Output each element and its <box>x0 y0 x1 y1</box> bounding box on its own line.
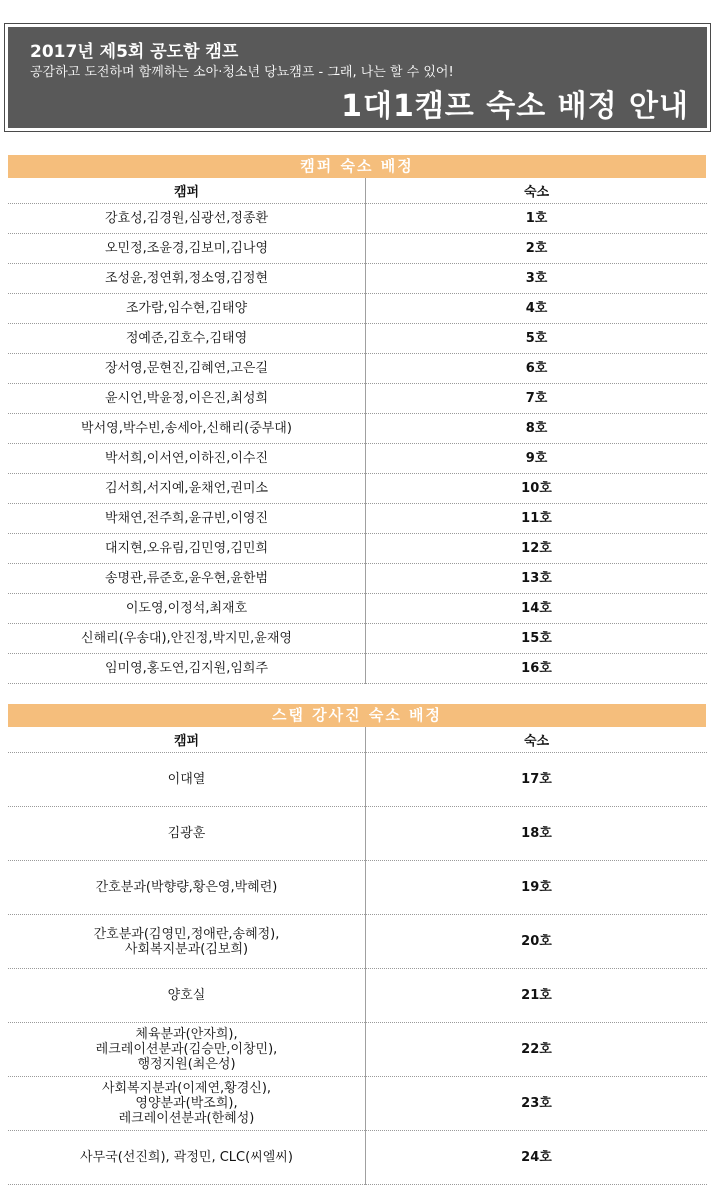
room-number-cell: 2호 <box>525 241 548 256</box>
room-number-cell: 4호 <box>525 301 548 316</box>
staff-name-line: 영양분과(박조희), <box>135 1096 238 1111</box>
staff-names-cell <box>8 1023 366 1077</box>
table-row <box>8 1023 707 1077</box>
camper-names-cell: 이도영,이정석,최재호 <box>8 594 366 624</box>
camper-names-cell: 박서영,박수빈,송세아,신해리(중부대) <box>8 414 366 444</box>
table-row <box>8 444 707 474</box>
staff-names-cell <box>8 1131 366 1185</box>
room-number-cell: 23호 <box>521 1096 552 1111</box>
camper-assignment-section <box>8 155 706 684</box>
staff-names-cell <box>8 1077 366 1131</box>
camper-names-cell: 강효성,김경원,심광선,정종환 <box>8 204 366 234</box>
camper-names-cell: 정예준,김호수,김태영 <box>8 324 366 354</box>
staff-room-table <box>8 727 707 1185</box>
room-number-cell: 14호 <box>521 601 552 616</box>
room-number-cell: 11호 <box>521 511 552 526</box>
table-row <box>8 474 707 504</box>
camper-names-cell: 오민정,조윤경,김보미,김나영 <box>8 234 366 264</box>
room-number-cell: 22호 <box>521 1042 552 1057</box>
camper-names-cell: 조가람,임수현,김태양 <box>8 294 366 324</box>
column-header-camper: 캠퍼 <box>8 727 366 753</box>
staff-name-line: 사회복지분과(김보희) <box>124 941 249 957</box>
staff-names-cell <box>8 915 366 969</box>
staff-name-line: 행정지원(최은성) <box>137 1057 236 1072</box>
staff-name-line: 사무국(선진희), 곽정민, CLC(씨엘씨) <box>80 1150 293 1165</box>
room-number-cell: 13호 <box>521 571 552 586</box>
room-number-cell: 15호 <box>521 631 552 646</box>
table-row <box>8 504 707 534</box>
table-row <box>8 807 707 861</box>
staff-names-cell <box>8 861 366 915</box>
room-number-cell: 6호 <box>525 361 548 376</box>
room-number-cell: 16호 <box>521 661 552 676</box>
table-row <box>8 1077 707 1131</box>
staff-name-line: 이대열 <box>167 772 206 787</box>
table-row <box>8 624 707 654</box>
room-number-cell: 21호 <box>521 988 552 1003</box>
table-row <box>8 354 707 384</box>
room-number-cell: 1호 <box>525 211 548 226</box>
room-number-cell: 3호 <box>525 271 548 286</box>
camp-slogan: 공감하고 도전하며 함께하는 소아·청소년 당뇨캠프 - 그래, 나는 할 수 있어! <box>30 65 454 80</box>
column-header-room: 숙소 <box>523 185 550 200</box>
table-row <box>8 594 707 624</box>
room-number-cell: 18호 <box>521 826 552 841</box>
table-row <box>8 969 707 1023</box>
staff-names-cell <box>8 807 366 861</box>
table-row <box>8 234 707 264</box>
room-number-cell: 17호 <box>521 772 552 787</box>
table-row <box>8 294 707 324</box>
staff-name-line: 레크레이션분과(김승만,이창민), <box>95 1042 278 1057</box>
table-header-row <box>8 727 707 753</box>
table-row <box>8 264 707 294</box>
camper-names-cell: 장서영,문현진,김혜연,고은길 <box>8 354 366 384</box>
room-number-cell: 24호 <box>521 1150 552 1165</box>
table-row <box>8 534 707 564</box>
room-number-cell: 12호 <box>521 541 552 556</box>
table-row <box>8 204 707 234</box>
table-row <box>8 753 707 807</box>
room-number-cell: 5호 <box>525 331 548 346</box>
camper-names-cell: 윤시언,박윤정,이은진,최성희 <box>8 384 366 414</box>
staff-name-line: 체육분과(안자희), <box>135 1027 238 1042</box>
camper-names-cell: 송명관,류준호,윤우현,윤한범 <box>8 564 366 594</box>
table-row <box>8 1131 707 1185</box>
camper-room-table <box>8 178 707 684</box>
header-banner <box>8 27 707 128</box>
table-header-row <box>8 178 707 204</box>
section-heading: 스탭 강사진 숙소 배정 <box>8 704 706 727</box>
table-row <box>8 915 707 969</box>
camper-names-cell: 김서희,서지예,윤채언,권미소 <box>8 474 366 504</box>
page-title: 1대1캠프 숙소 배정 안내 <box>341 89 689 124</box>
table-row <box>8 324 707 354</box>
staff-names-cell <box>8 969 366 1023</box>
camper-names-cell: 신해리(우송대),안진정,박지민,윤재영 <box>8 624 366 654</box>
staff-name-line: 레크레이션분과(한혜성) <box>118 1111 255 1126</box>
camper-names-cell: 박채연,전주희,윤규빈,이영진 <box>8 504 366 534</box>
room-number-cell: 8호 <box>525 421 548 436</box>
staff-names-cell <box>8 753 366 807</box>
room-number-cell: 10호 <box>521 481 552 496</box>
event-name: 2017년 제5회 공도함 캠프 <box>30 42 239 62</box>
staff-name-line: 사회복지분과(이제연,황경신), <box>101 1081 272 1096</box>
column-header-room: 숙소 <box>523 734 550 749</box>
room-number-cell: 7호 <box>525 391 548 406</box>
camper-names-cell: 대지현,오유림,김민영,김민희 <box>8 534 366 564</box>
camper-names-cell: 박서희,이서연,이하진,이수진 <box>8 444 366 474</box>
table-row <box>8 654 707 684</box>
staff-assignment-section <box>8 704 706 1185</box>
staff-name-line: 김광훈 <box>167 826 206 841</box>
staff-name-line: 간호분과(김영민,정애란,송혜정), <box>93 926 280 942</box>
table-row <box>8 384 707 414</box>
column-header-camper: 캠퍼 <box>8 178 366 204</box>
room-number-cell: 19호 <box>521 880 552 895</box>
section-heading: 캠퍼 숙소 배정 <box>8 155 706 178</box>
table-row <box>8 414 707 444</box>
table-row <box>8 861 707 915</box>
camper-names-cell: 조성윤,정연휘,정소영,김정현 <box>8 264 366 294</box>
staff-name-line: 양호실 <box>167 988 206 1003</box>
room-number-cell: 9호 <box>525 451 548 466</box>
camper-names-cell: 임미영,홍도연,김지원,임희주 <box>8 654 366 684</box>
table-row <box>8 564 707 594</box>
room-number-cell: 20호 <box>521 934 552 949</box>
staff-name-line: 간호분과(박향량,황은영,박혜련) <box>95 880 278 895</box>
